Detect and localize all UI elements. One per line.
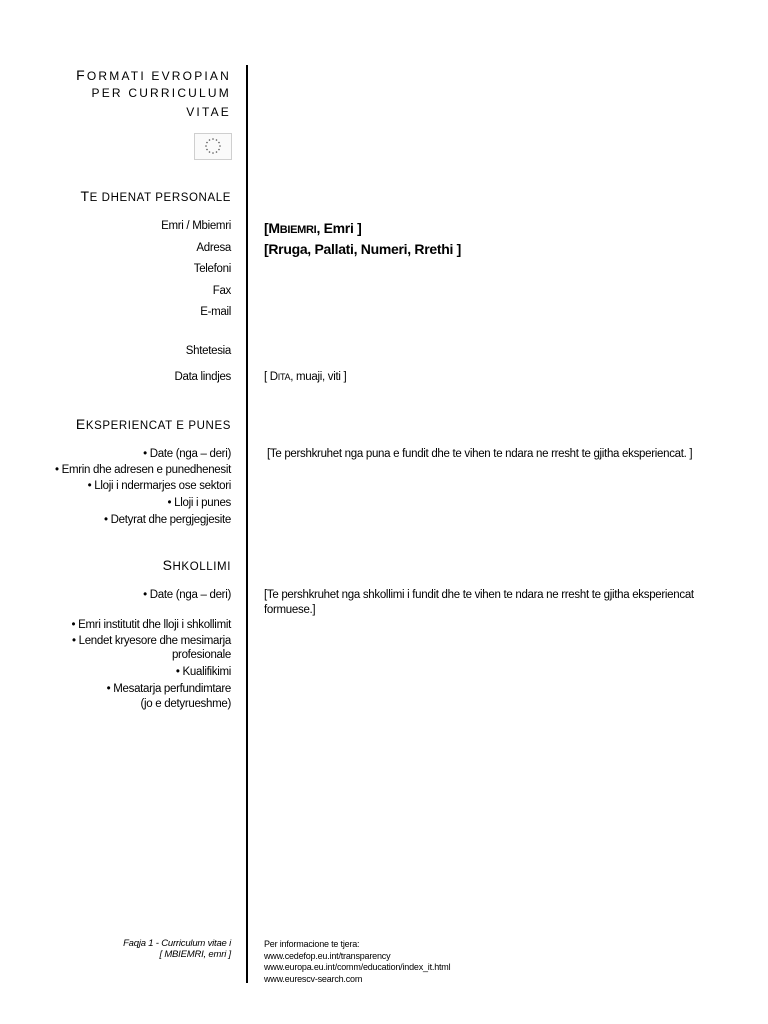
label-address: Adresa (196, 242, 231, 254)
personal-data-heading: TE DHENAT PERSONALE (80, 188, 231, 204)
cv-title-line-2: PER CURRICULUM (91, 86, 231, 100)
footer-info-title: Per informacione te tjera: (264, 939, 360, 949)
exp-label-date: • Date (nga – deri) (143, 448, 231, 460)
education-heading: SHKOLLIMI (162, 557, 231, 573)
cv-title-line-3: VITAE (186, 105, 231, 119)
footer-page-line-2: [ MBIEMRI, emri ] (159, 949, 231, 960)
label-birth-date: Data lindjes (174, 371, 231, 383)
label-name: Emri / Mbiemri (161, 220, 231, 232)
value-name: [MBIEMRI, Emri ] (264, 220, 362, 236)
edu-value-line-2: formuese.] (264, 604, 316, 616)
exp-label-job-type: • Lloji i punes (167, 497, 231, 509)
exp-value: [Te pershkruhet nga puna e fundit dhe te vihen te ndara ne rresht te gjitha eksperiencat. ] (267, 448, 693, 460)
label-email: E-mail (200, 306, 231, 318)
edu-label-grade: • Mesatarja perfundimtare (106, 683, 231, 695)
edu-label-qualification: • Kualifikimi (175, 666, 231, 678)
experience-heading: EKSPERIENCAT E PUNES (75, 416, 231, 432)
footer-link-cedefop[interactable]: www.cedefop.eu.int/transparency (264, 950, 391, 961)
footer-page-label (123, 938, 231, 960)
edu-label-subjects: • Lendet kryesore dhe mesimarja (71, 635, 231, 647)
label-fax: Fax (212, 285, 231, 297)
value-address: [Rruga, Pallati, Numeri, Rrethi ] (264, 241, 462, 257)
edu-label-date: • Date (nga – deri) (143, 589, 231, 601)
eu-flag-stars-icon (194, 133, 232, 160)
exp-label-employer: • Emrin dhe adresen e punedhenesit (54, 464, 231, 476)
exp-label-sector: • Lloji i ndermarjes ose sektori (87, 480, 231, 492)
exp-label-duties: • Detyrat dhe pergjegjesite (104, 514, 231, 526)
footer-link-eurescv[interactable]: www.eurescv-search.com (264, 973, 363, 984)
edu-label-subjects-cont: profesionale (171, 649, 231, 661)
edu-label-grade-optional: (jo e detyrueshme) (140, 698, 231, 710)
column-divider (246, 65, 248, 983)
footer-page-line-1: Faqja 1 - Curriculum vitae i (123, 938, 231, 949)
label-nationality: Shtetesia (185, 345, 231, 357)
value-birth-date: [ DITA, muaji, viti ] (264, 371, 347, 383)
label-phone: Telefoni (193, 263, 231, 275)
edu-value-line-1: [Te pershkruhet nga shkollimi i fundit dhe te vihen te ndara ne rresht te gjitha eksperiencat (264, 589, 694, 601)
footer-info (264, 939, 450, 985)
edu-label-institute: • Emri institutit dhe lloji i shkollimit (71, 619, 231, 631)
footer-link-europa[interactable]: www.europa.eu.int/comm/education/index_it.html (264, 962, 451, 972)
cv-title-line-1: FORMATI EVROPIAN (76, 67, 231, 83)
